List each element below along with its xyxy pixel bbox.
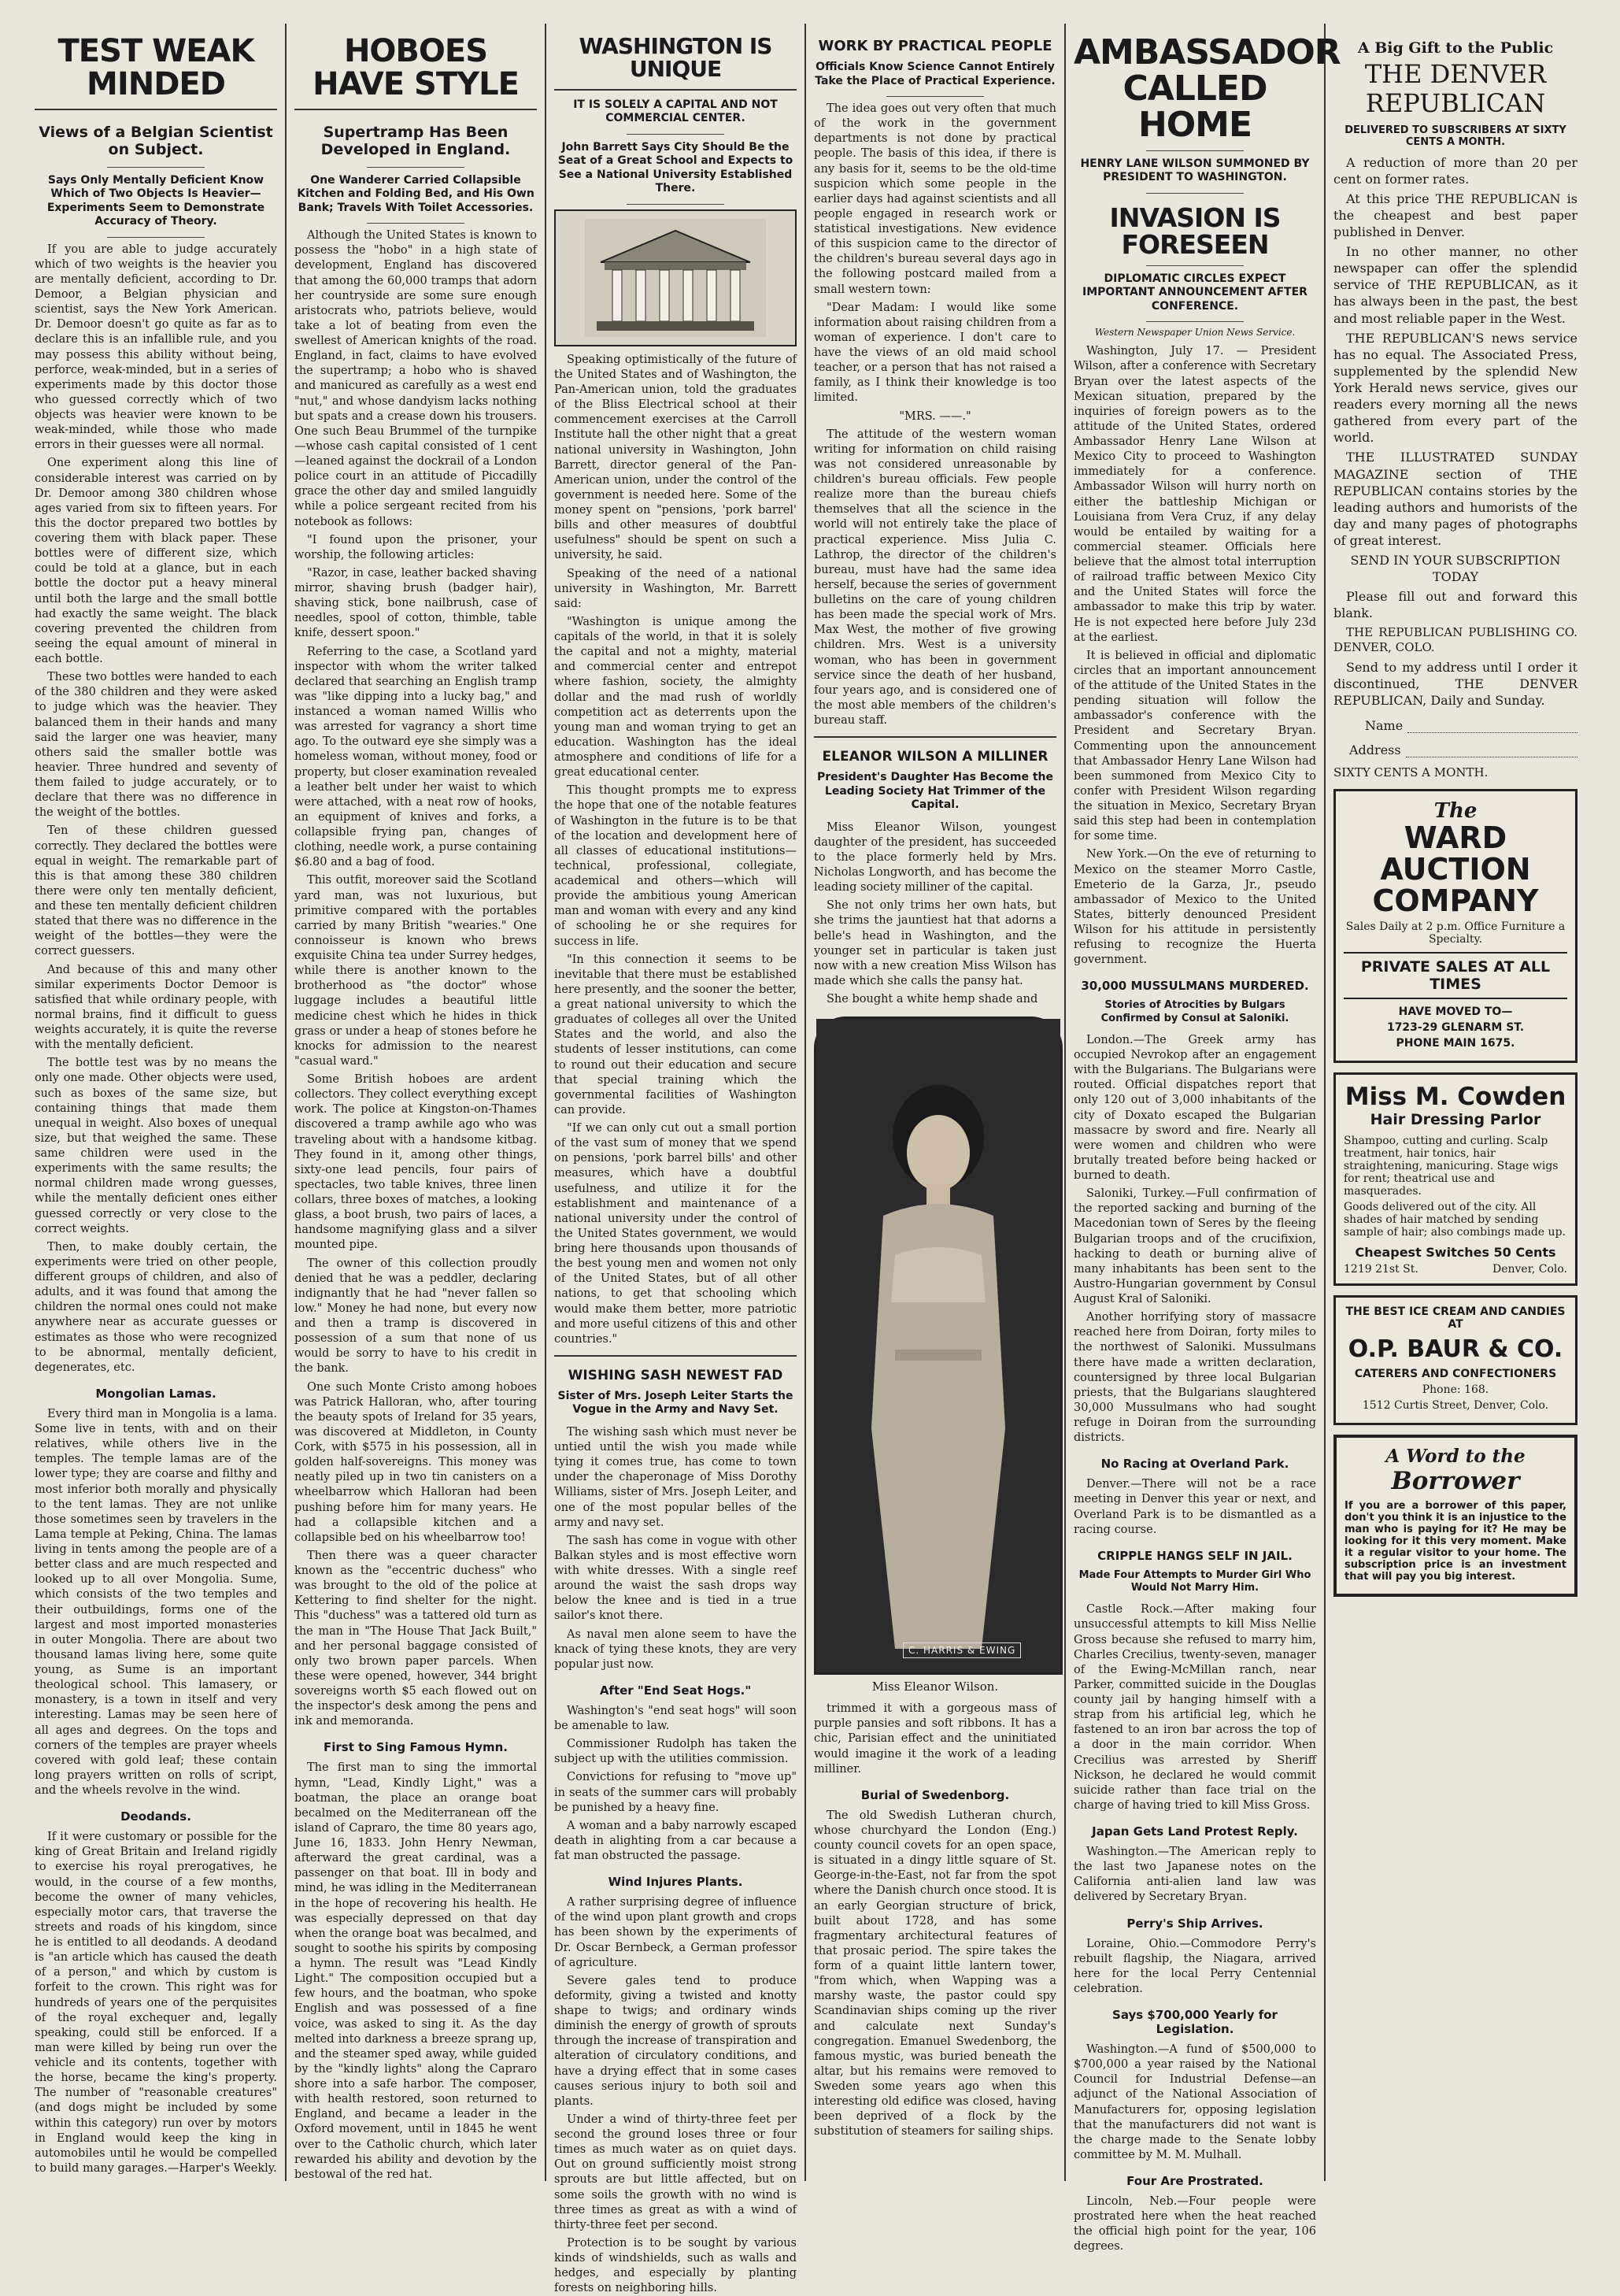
paragraph: Convictions for refusing to "move up" in seats of the summer cars will probably be punished by a heavy fine. (554, 1771, 797, 1814)
paragraph: "Razor, in case, leather backed shaving mirror, shaving brush (badger hair), shaving stick, bone nailbrush, case of needles, spool of cotton, thimble, table knife, dessert spoon." (294, 566, 537, 640)
paragraph: New York.—On the eve of returning to Mexico on the steamer Morro Castle, Emeterio de la Garza, Jr., pseudo ambassador of Mexico to the United States, bitterly denounced President Wilson for his attitude in persistently refusing to recognize the Huerta government. (1074, 848, 1316, 967)
divider (107, 167, 204, 168)
paper-name: THE DENVER REPUBLICAN (1364, 59, 1547, 118)
paragraph: Washington, July 17. — President Wilson, after a conference with Secretary Bryan over the latest aspects of the Mexican situation, prepared by the inquiries of foreign powers as to the attitude of the United States, ordered Ambassador Henry Lane Wilson at Mexico City to proceed to Washington immediately for a conference. Ambassador Wilson will hurry north on either the battleship Michigan or Louisiana from Vera Cruz, if any delay would be entailed by waiting for a commercial steamer. Officials here believe that the almost total interruption of railroad traffic between Mexico City and the United States will force the ambassador to make this trip by water. He is not expected here before July 23d at the earliest. (1074, 345, 1316, 644)
ward-private-sales: PRIVATE SALES AT ALL TIMES (1344, 952, 1567, 999)
paragraph: "In this connection it seems to be inevitable that there must be established here presently, and the sooner the better, a great national university to which the graduates of colleges all over the United States and the world, and also the students of lesser institutions, can come to round out their education and secure that special training which the governmental facilities of Washington can provide. (554, 953, 797, 1117)
subhead-first-to-sing: First to Sing Famous Hymn. (324, 1740, 508, 1755)
ad-paragraph: Please fill out and forward this blank. (1333, 589, 1577, 621)
divider (107, 237, 204, 238)
name-blank[interactable] (1407, 721, 1577, 733)
divider (1146, 265, 1243, 266)
subhead: IT IS SOLELY A CAPITAL AND NOT COMMERCIAL CENTER. (573, 98, 778, 125)
ad-paragraph: THE REPUBLICAN'S news service has no equal. The Associated Press, supplemented by the splendid New York Herald news service, gives our readers every morning all the news gathered from every part of the world. (1333, 330, 1577, 446)
ad-paragraph: In no other manner, no other newspaper can offer the splendid service of THE REPUBLICAN, as it has always been in the past, the best and most reliable paper in the West. (1333, 244, 1577, 326)
paragraph: The bottle test was by no means the only one made. Other objects were used, such as boxes of the same size, but containing things that made them unequal in weight. Also boxes of unequal size, but that weighed the same. These same children were used in the experiments with the same results; the normal children made wrong guesses, while the mentally deficient ones either guessed correctly or very close to the correct weights. (35, 1057, 277, 1235)
paragraph: Speaking of the need of a national university in Washington, Mr. Barrett said: (554, 567, 797, 610)
cowden-body2: Goods delivered out of the city. All shades of hair matched by sending sample of hair; also combings made up. (1344, 1201, 1566, 1239)
paragraph: She not only trims her own hats, but she trims the jauntiest hat that adorns a belle's head in Washington, and the younger set in particular is taken just now with a new creation Miss Wilson has made which she calls the pansy hat. (814, 899, 1056, 987)
paragraph: Then, to make doubly certain, the experiments were tried on other people, different groups of children, and also of adults, and it was found that among the children the normal ones could not make anywhere near as accurate guesses or estimates as those who were recognized to be abnormal, mentally deficient, degenerates, etc. (35, 1240, 277, 1374)
divider (627, 204, 723, 205)
ad-paragraph: A reduction of more than 20 per cent on former rates. (1333, 154, 1577, 187)
gift-line: A Big Gift to the Public (1357, 39, 1554, 57)
paragraph: The old Swedish Lutheran church, whose churchyard the London (Eng.) county council covets for an open space, is situated in a dingy little square of St. George-in-the-East, not far from the spot where the Danish church once stood. It is an early Georgian structure of brick, built about 1728, and has some fragmentary architectural features of that prosaic period. The spire takes the form of a quaint little lantern tower, "from which, when Wapping was a marshy waste, the pastor could spy Scandinavian ships coming up the river and calculate next Sunday's congregation. Emanuel Swedenborg, the famous mystic, was buried beneath the altar, but his remains were removed to Sweden some years ago when this interesting old edifice was closed, having been deprived of a flock by the substitution of steamers for sailing ships. (814, 1809, 1056, 2139)
paragraph: Then there was a queer character known as the "eccentric duchess" who was brought to the old of the police at Kettering to find shelter for the night. This "duchess" was a tattered old turn as the man in "The House That Jack Built," and her personal baggage consisted of only two brown paper parcels. When these were opened, however, 344 bright sovereigns worth $5 each flowed out on the inspector's desk among the pens and ink and memoranda. (294, 1549, 537, 1728)
divider (554, 89, 797, 91)
baur-address: 1512 Curtis Street, Denver, Colo. (1362, 1399, 1549, 1413)
subhead-wind-injures: Wind Injures Plants. (608, 1875, 743, 1890)
paragraph: "I found upon the prisoner, your worship, the following articles: (294, 533, 537, 561)
paragraph: "Dear Madam: I would like some information about raising children from a woman of experience. I don't care to have the views of an old maid school teacher, or a person that has not raised a family, as I think their knowledge is too limited. (814, 301, 1056, 405)
paragraph: The first man to sing the immortal hymn, "Lead, Kindly Light," was a boatman, the place an orange boat becalmed on the Mediterranean off the island of Capraro, the time 80 years ago, June 16, 1833. John Henry Newman, afterward the great cardinal, was a passenger on that boat. Ill in body and mind, he was idling in the Mediterranean in the hope of recovering his health. He was especially depressed on that day when the orange boat was becalmed, and sought to soothe his spirits by composing a hymn. The result was "Lead Kindly Light." The composition occupied but a few hours, and the boatman, who spoke English and was possessed of a fine voice, was asked to sing it. As the day melted into darkness a breeze sprang up, and the steamer sped away, while guided by the "kindly lights" along the Capraro shore into a safe harbor. The composer, with health restored, soon returned to England, and became a leader in the Oxford movement, until in 1845 he went over to the Catholic church, which later rewarded his ability and devotion by the bestowal of the red hat. (294, 1761, 537, 2181)
deck: John Barrett Says City Should Be the Seat of a Great School and Expects to See a National University Established There. (557, 140, 793, 195)
paragraph: Washington's "end seat hogs" will soon be amenable to law. (554, 1704, 797, 1733)
subhead-four-prostrated: Four Are Prostrated. (1126, 2174, 1263, 2189)
divider (554, 1355, 797, 1357)
cowden-address: 1219 21st St. (1344, 1263, 1418, 1276)
paragraph: Severe gales tend to produce deformity, giving a twisted and knotty shape to twigs; and ordinary winds diminish the energy of growth of sprouts through the increase of transpiration and alteration of circulatory conditions, and have a drying effect that in some cases causes serious injury to both soil and plants. (554, 1974, 797, 2108)
paragraph: One experiment along this line of considerable interest was carried on by Dr. Demoor among 380 children whose ages varied from six to fifteen years. For this the doctor prepared two bottles by covering them with black paper. These bottles were of different size, which could be told at a glance, but in each bottle the doctor put a heavy mineral until both the large and the small bottle had exactly the same weight. The black covering prevented the children from seeing the equal amount of mineral in each bottle. (35, 457, 277, 666)
headline-washington-is-unique: WASHINGTON IS UNIQUE (579, 33, 772, 83)
divider (1146, 150, 1243, 151)
headline-test-weak-minded: TEST WEAK MINDED (57, 33, 254, 102)
baur-ad (1333, 1295, 1577, 1425)
baur-name: O.P. BAUR & CO. (1348, 1335, 1563, 1364)
ward-auction-ad (1333, 789, 1577, 1063)
paragraph: "MRS. ——." (899, 409, 971, 423)
borrower-body: If you are a borrower of this paper, don't you think it is an injustice to the man who is paying for it? He may be looking for it this very moment. Make it a regular visitor to your home. The subscription price is an investment that will pay you big interest. (1344, 1500, 1566, 1583)
paragraph: A rather surprising degree of influence of the wind upon plant growth and crops has been shown by the experiments of Dr. Oscar Bernbeck, a German professor of agriculture. (554, 1896, 797, 1969)
cowden-body: Shampoo, cutting and curling. Scalp treatment, hair tonics, hair straightening, manicuring. Stage wigs for rent; theatrical use and masquerades. (1344, 1135, 1559, 1198)
paragraph: Protection is to be sought by various kinds of windshields, such as walls and hedges, and especially by planting forests on neighboring hills. (554, 2236, 797, 2295)
paragraph: trimmed it with a gorgeous mass of purple pansies and soft ribbons. It has a chic, Parisian effect and the uninitiated would imagine it the work of a leading milliner. (814, 1702, 1056, 1776)
cowden-name: Miss M. Cowden (1344, 1083, 1566, 1112)
paragraph: "Washington is unique among the capitals of the world, in that it is solely the capital and not a mighty, material and commercial center and entrepot where fashion, society, the almighty dollar and the mad rush of worldly competition act as deterrents upon the young man and woman trying to get an education. Washington has the ideal atmosphere and conditions of life for a great educational center. (554, 615, 797, 780)
eleanor-wilson-portrait (814, 1017, 1063, 1675)
headline-work-by-practical-people: WORK BY PRACTICAL PEOPLE (818, 38, 1052, 54)
news-service-credit: Western Newspaper Union News Service. (1094, 327, 1296, 339)
column-5 (1066, 24, 1341, 2253)
cowden-sub: Hair Dressing Parlor (1370, 1111, 1541, 1129)
capitol-building-illustration (585, 219, 766, 337)
paragraph: It is believed in official and diplomatic circles that an important announcement of the attitude of the United States in the pending situation will follow the ambassador's conference with the President and Secretary Bryan. Commenting upon the announcement that Ambassador Henry Lane Wilson had been summoned from Mexico City to confer with President Wilson regarding the situation in Mexico, Secretary Bryan said this step had been in contemplation for some time. (1074, 649, 1316, 843)
paragraph: The idea goes out very often that much of the work in the government departments is not done by practical people. The basis of this idea, if there is any basis for it, seems to be the old-time suspicion which some people in the earlier days had against scientists and all people engaged in research work or statistical investigations. New evidence of this suspicion came to the director of the children's bureau several days ago in the following postcard mailed from a small western town: (814, 102, 1056, 296)
cowden-hair-ad (1333, 1072, 1577, 1286)
headline-ambassador-called-home: AMBASSADOR CALLED HOME (1074, 32, 1341, 146)
ad-paragraph: THE ILLUSTRATED SUNDAY MAGAZINE section of THE REPUBLICAN contains stories by the leading authors and humorists of the day and many pages of photographs of great interest. (1333, 450, 1577, 548)
portrait-caption: Miss Eleanor Wilson. (871, 1679, 999, 1694)
deck: Stories of Atrocities by Bulgars Confirmed by Consul at Saloniki. (1100, 999, 1289, 1024)
subhead-mongolian-lamas: Mongolian Lamas. (95, 1386, 216, 1401)
ward-name: WARD AUCTION COMPANY (1372, 820, 1539, 919)
divider (1146, 193, 1243, 194)
building-engraving (554, 209, 797, 346)
subhead: Supertramp Has Been Developed in England. (320, 124, 511, 158)
paragraph: Although the United States is known to possess the "hobo" in a high state of development, England has discovered that among the 60,000 tramps that adorn her countryside are some sure enough aristocrats who, patriots believe, would take a lot of beating from even the swellest of American knights of the road. England, in fact, claims to have evolved the supertramp; a hobo who is shaved and manicured as carefully as a west end "nut," and whose dandyism lacks nothing but spats and a crease down his trousers. One such Beau Brummel of the turnpike—whose cash capital consisted of 1 cent—leaned against the dockrail of a London police court in an attitude of Piccadilly grace the other day and smiled languidly while a police sergeant recited from his notebook as follows: (294, 229, 537, 528)
paragraph: Saloniki, Turkey.—Full confirmation of the reported sacking and burning of the Macedonian town of Seres by the fleeing Bulgarian troops and of the crucifixion, hacking to death or burning alive of many inhabitants has been sent to the Austro-Hungarian government by Consul August Kral of Saloniki. (1074, 1187, 1316, 1306)
name-label: Name (1365, 718, 1404, 734)
paragraph: The sash has come in vogue with other Balkan styles and is most effective worn with white dresses. With a single reef around the waist the sash drops way below the knee and is tied in a true sailor's knot there. (554, 1534, 797, 1623)
headline-hoboes-have-style: HOBOES HAVE STYLE (313, 33, 519, 102)
paragraph: Some British hoboes are ardent collectors. They collect everything except work. The police at Kingston-on-Thames discovered a tramp awhile ago who was traveling about with a handsome kitbag. They found in it, among other things, sixty-one lead pencils, four pairs of spectacles, two table knives, three linen collars, three boxes of matches, a looking glass, a boot brush, two pairs of laces, a handsome magnifying glass and a silver mounted pipe. (294, 1073, 537, 1252)
subhead-deodands: Deodands. (120, 1809, 191, 1824)
paragraph: This outfit, moreover said the Scotland yard man, was not luxurious, but primitive compared with the portables carried by many British "wearies." One connoisseur is known who brews exquisite China tea under Surrey hedges, while there is another known to the brotherhood as "the doctor" whose luggage includes a beautiful little medicine chest which he hides in thick grass or under a heap of stones before he knocks for admission to the nearest "casual ward." (294, 874, 537, 1068)
paragraph: If it were customary or possible for the king of Great Britain and Ireland rigidly to exercise his royal prerogatives, he would, in the course of a few months, become the owner of many vehicles, especially motor cars, that traverse the streets and roads of his kingdom, since he is entitled to all deodands. A deodand is "an article which has caused the death of a person," and which by custom is forfeit to the crown. This right was for hundreds of years one of the perquisites of the royal exchequer and, legally speaking, could still be enforced. If a man were killed by being run over the vehicle and its contents, together with the horse, became the king's property. The number of "reasonable creatures" (and dogs might be included by some within this category) run over by motors in England would keep the king in automobiles until he would be compelled to build many garages.—Harper's Weekly. (35, 1831, 277, 2175)
paragraph: A woman and a baby narrowly escaped death in alighting from a car because a fat man obstructed the passage. (554, 1819, 797, 1863)
borrower-title2: Borrower (1391, 1467, 1520, 1496)
address-label: Address (1349, 742, 1401, 758)
ad-paragraph: Send to my address until I order it discontinued, THE DENVER REPUBLICAN, Daily and Sunday. (1333, 660, 1577, 709)
ward-the: The (1433, 799, 1478, 824)
deck: One Wanderer Carried Collapsible Kitchen and Folding Bed, and His Own Bank; Travels With Toilet Accessories. (297, 173, 534, 214)
paragraph: Miss Eleanor Wilson, youngest daughter of the president, has succeeded to the place formerly held by Mrs. Nicholas Longworth, and has become the leading society milliner of the capital. (814, 820, 1056, 894)
ad-paragraph: SEND IN YOUR SUBSCRIPTION TODAY (1350, 553, 1561, 585)
subhead-japan-land-protest: Japan Gets Land Protest Reply. (1092, 1824, 1298, 1839)
paragraph: Loraine, Ohio.—Commodore Perry's rebuilt flagship, the Niagara, arrived here for the local Perry Centennial celebration. (1074, 1937, 1316, 1995)
ad-paragraph: At this price THE REPUBLICAN is the cheapest and best paper published in Denver. (1333, 191, 1577, 240)
paragraph: And because of this and many other similar experiments Doctor Demoor is satisfied that while ordinary people, with normal brains, find it difficult to guess weights accurately, it is quite the reverse with the mentally deficient. (35, 963, 277, 1052)
paragraph: The attitude of the western woman writing for information on child raising was not considered unreasonable by children's bureau officials. Few people realize more than the bureau chiefs themselves that all the science in the world will not entirely take the place of practical experience. Miss Julia C. Lathrop, the director of the children's bureau, must have had the same idea herself, because the series of government bulletins on the care of young children has been made the special work of Mrs. Max West, the mother of five growing children. Mrs. West is a university woman, who has been in government service since the death of her husband, four years ago, and is considered one of the most able members of the children's bureau staff. (814, 428, 1057, 727)
paragraph: Under a wind of thirty-three feet per second the ground loses three or four times as much water as on quiet days. Out on ground sufficiently moist strong sprouts are but little affected, but on some soils the growth with no wind is three times as great as with a wind of thirty-three feet per second. (554, 2113, 797, 2231)
subhead-no-racing: No Racing at Overland Park. (1100, 1457, 1289, 1472)
subhead-700000-yearly: Says $700,000 Yearly for Legislation. (1112, 2008, 1278, 2037)
baur-line: THE BEST ICE CREAM AND CANDIES AT (1345, 1305, 1566, 1331)
cowden-switch: Cheapest Switches 50 Cents (1355, 1245, 1556, 1261)
paragraph: London.—The Greek army has occupied Nevrokop after an engagement with the Bulgarians. The Bulgarians were routed. Official dispatches report that only 120 out of 3,000 inhabitants of the city of Doxato escaped the Bulgarian massacre by sword and fire. Nearly all were women and children who were brutally treated before being hacked or burned to death. (1074, 1033, 1316, 1183)
paragraph: The wishing sash which must never be untied until the wish you made while tying it comes true, has come to town under the chaperonage of Miss Dorothy Williams, sister of Mrs. Joseph Leiter, and one of the most popular belles of the army and navy set. (554, 1425, 797, 1529)
subhead-cripple-hangs-self: CRIPPLE HANGS SELF IN JAIL. (1097, 1548, 1293, 1563)
paragraph: Washington.—The American reply to the last two Japanese notes on the California anti-alien land law was delivered by Secretary Bryan. (1074, 1846, 1316, 1904)
paragraph: This thought prompts me to express the hope that one of the notable features of Washington in the future is to be that of the location and development here of all classes of educational institutions—technical, professional, collegiate, academical and others—which will provide the ambitious young American man and woman with every and any kind of schooling he or she requires for success in life. (554, 784, 797, 948)
ward-moved: HAVE MOVED TO— (1398, 1005, 1513, 1019)
paragraph: Commissioner Rudolph has taken the subject up with the utilities commission. (554, 1738, 797, 1766)
paragraph: If you are able to judge accurately which of two weights is the heavier you are mentally deficient, according to Dr. Demoor, a Belgian physician and scientist, says the New York American. Dr. Demoor doesn't go quite as far as to declare this is an infallible rule, and you may possess this ability without being, perforce, weak-minded, but in a series of experiments made by this doctor those who guessed correctly which of two objects was heavier were known to be weak-minded, while those who made errors in their guesses were all normal. (35, 243, 277, 452)
deck: HENRY LANE WILSON SUMMONED BY PRESIDENT TO WASHINGTON. (1080, 157, 1310, 184)
divider (627, 134, 723, 135)
cowden-city: Denver, Colo. (1492, 1263, 1567, 1276)
cowden-address-row (1344, 1263, 1567, 1276)
divider (367, 167, 464, 168)
divider (1146, 321, 1243, 322)
subhead-perrys-ship: Perry's Ship Arrives. (1126, 1916, 1263, 1931)
headline-invasion-is-foreseen: INVASION IS FORESEEN (1109, 202, 1281, 261)
ward-line: Sales Daily at 2 p.m. Office Furniture a Specialty. (1345, 920, 1566, 946)
paragraph: She bought a white hemp shade and (827, 993, 1038, 1005)
baur-phone: Phone: 168. (1422, 1383, 1489, 1397)
address-field-row (1349, 742, 1577, 757)
paragraph: Every third man in Mongolia is a lama. Some live in tents, with and on their relatives, while others live in the temples. The temple lamas are of the lower type; they are coarse and filthy and most inferior both morally and physically to the tent lamas. They are not unlike those sometimes seen by travelers in the Lama temple at Peking, China. The lamas living in tents among the people are of a better class and are much respected and looked up to all over Mongolia. Sume, which consists of the two temples and their outbuildings, forms one of the largest and most imported monasteries in outer Mongolia. There are about two thousand lamas living here, some quite young, as Sume is an important theological school. This lamasery, or monastery, is a town in itself and very interesting. Lamas may be seen here of all ages and degrees. On the tops and corners of the temples are prayer wheels covered with gold leaf; these contain long prayers written on rolls of script, and the wheels revolve in the wind. (35, 1407, 277, 1798)
divider (814, 736, 1056, 738)
divider (367, 223, 464, 224)
paragraph: Castle Rock.—After making four unsuccessful attempts to kill Miss Nellie Gross because she refused to marry him, Charles Crecilius, twenty-seven, manager of the Ewing-McMillan ranch, near Parker, committed suicide in the Douglas county jail by hanging himself with a strap from his artificial leg, which he fastened to an iron bar across the top of a door in the main corridor. When Crecilius was arrested by Sheriff Nickson, he declared he would commit suicide rather than face trial on the charge of having tried to kill Miss Gross. (1074, 1603, 1316, 1812)
subhead-end-seat-hogs: After "End Seat Hogs." (599, 1683, 752, 1698)
paragraph: Washington.—A fund of $500,000 to $700,000 a year raised by the National Council for Industrial Defense—an adjunct of the National Association of Manufacturers for, opposing legislation that the manufacturers did not want is the charge made to the Senate lobby committee by M. M. Mulhall. (1074, 2043, 1316, 2161)
ad-paragraph: THE REPUBLICAN PUBLISHING CO. DENVER, COLO. (1333, 624, 1577, 655)
deck: Officials Know Science Cannot Entirely Take the Place of Practical Experience. (815, 61, 1056, 87)
deck: President's Daughter Has Become the Leading Society Hat Trimmer of the Capital. (816, 771, 1053, 812)
paragraph: Denver.—There will not be a race meeting in Denver this year or next, and Overland Park is to be dismantled as a racing course. (1074, 1478, 1316, 1536)
baur-caterers: CATERERS AND CONFECTIONERS (1354, 1368, 1557, 1381)
newspaper-page (27, 24, 1593, 2295)
column-3 (546, 24, 806, 2295)
borrower-ad (1333, 1435, 1577, 1597)
column-6-advertisements (1326, 24, 1585, 2181)
subhead-mussulmans: 30,000 MUSSULMANS MURDERED. (1081, 979, 1309, 994)
borrower-title1: A Word to the (1385, 1446, 1526, 1468)
deck: Made Four Attempts to Murder Girl Who Would Not Marry Him. (1078, 1568, 1311, 1594)
woman-portrait-illustration (816, 1019, 1060, 1672)
ward-address: 1723-29 GLENARM ST. (1386, 1021, 1525, 1035)
name-field-row (1365, 718, 1577, 733)
subhead-burial-of-swedenborg: Burial of Swedenborg. (860, 1787, 1010, 1802)
divider (35, 109, 277, 110)
delivered-line: DELIVERED TO SUBSCRIBERS AT SIXTY CENTS A MONTH. (1344, 124, 1566, 148)
paragraph: Ten of these children guessed correctly. They declared the bottles were equal in weight. The remarkable part of this is that among these 380 children there were only ten mentally deficient, and these ten mentally deficient children stated that there was no difference in the weight of the bottles—they were the correct guessers. (35, 824, 277, 958)
headline-eleanor-wilson: ELEANOR WILSON A MILLINER (822, 749, 1049, 765)
paragraph: Lincoln, Neb.—Four people were prostrated here when the heat reached the official high point for the year, 106 degrees. (1074, 2195, 1316, 2253)
deck: DIPLOMATIC CIRCLES EXPECT IMPORTANT ANNOUNCEMENT AFTER CONFERENCE. (1082, 272, 1307, 313)
paragraph: As naval men alone seem to have the knack of tying these knots, they are very popular just now. (554, 1628, 797, 1671)
column-2 (287, 24, 546, 2181)
column-4 (806, 24, 1066, 2181)
paragraph: Speaking optimistically of the future of the United States and of Washington, the Pan-American union, told the graduates of the Bliss Electrical school at their commencement exercises at the Carroll Institute hall the other night that a great national university in Washington, John Barrett, director general of the Pan-American union, under the control of the government is needed here. Some of the money spent on "pensions, 'pork barrel' bills and other measures of doubtful usefulness" should be spent on such a university, he said. (554, 353, 797, 562)
column-1 (27, 24, 287, 2181)
divider (294, 109, 537, 110)
paragraph: The owner of this collection proudly denied that he was a peddler, declaring indignantly that he had "never fallen so low." Money he had none, but every now and then a tramp is discovered in possession of a sum that none of us would be sorry to have to his credit in the bank. (294, 1257, 537, 1376)
paragraph: One such Monte Cristo among hoboes was Patrick Halloran, who, after touring the beauty spots of Ireland for 35 years, was discovered at Middleton, in County Cork, with $575 in his possession, all in golden half-sovereigns. This money was neatly piled up in two tin canisters on a wheelbarrow which Halloran had been pushing before him for many years. He had a collapsible kitchen and a collapsible bed on his wheelbarrow too! (294, 1380, 537, 1544)
paragraph: "If we can only cut out a small portion of the vast sum of money that we spend on pensions, 'pork barrel bills' and other measures, which have a doubtful usefulness, and utilize it for the establishment and maintenance of a national university under the control of the United States government, we would bring here thousands upon thousands of the best young men and women not only of the United States, but of all other nations, to get that schooling which would make them better, more patriotic and more useful citizens of this and other countries." (554, 1122, 797, 1346)
photo-credit: C. HARRIS & EWING (903, 1642, 1021, 1658)
subhead: Views of a Belgian Scientist on Subject. (39, 124, 273, 158)
headline-wishing-sash: WISHING SASH NEWEST FAD (568, 1367, 783, 1383)
paragraph: These two bottles were handed to each of the 380 children and they were asked to judge which was the heavier. They balanced them in their hands and many said the larger one was heavier, many others said the smaller bottle was heavier. Three hundred and seventy of them failed to judge accurately, or to declare that there was no difference in the weight of the bottles. (35, 671, 277, 820)
deck: Sister of Mrs. Joseph Leiter Starts the Vogue in the Army and Navy Set. (557, 1389, 793, 1416)
paragraph: Referring to the case, a Scotland yard inspector with whom the writer talked declared that searching an English tramp was "like dipping into a lucky bag," and instanced a woman named Willis who was arrested for vagrancy a short time ago. To the outward eye she simply was a homeless woman, without money, food or property, but closer examination revealed a leather belt under her waist to which were attached, with a neat row of hooks, an equipment of knives and forks, a collapsible frying pan, changes of clothing, needle work, a purse containing $6.80 and a bag of food. (294, 645, 537, 869)
deck: Says Only Mentally Deficient Know Which of Two Objects Is Heavier—Experiments Seem to Demonstrate Accuracy of Theory. (46, 173, 265, 228)
divider (886, 96, 983, 97)
price-line: SIXTY CENTS A MONTH. (1333, 765, 1489, 780)
address-blank[interactable] (1406, 746, 1577, 757)
paragraph: Another horrifying story of massacre reached here from Doiran, forty miles to the northwest of Saloniki. Mussulmans there have made a written declaration, countersigned by three local Bulgarian priests, that the Bulgarians slaughtered 30,000 Mussulmans who had sought refuge in Doiran from the surrounding districts. (1074, 1311, 1316, 1445)
ward-phone: PHONE MAIN 1675. (1396, 1037, 1515, 1050)
